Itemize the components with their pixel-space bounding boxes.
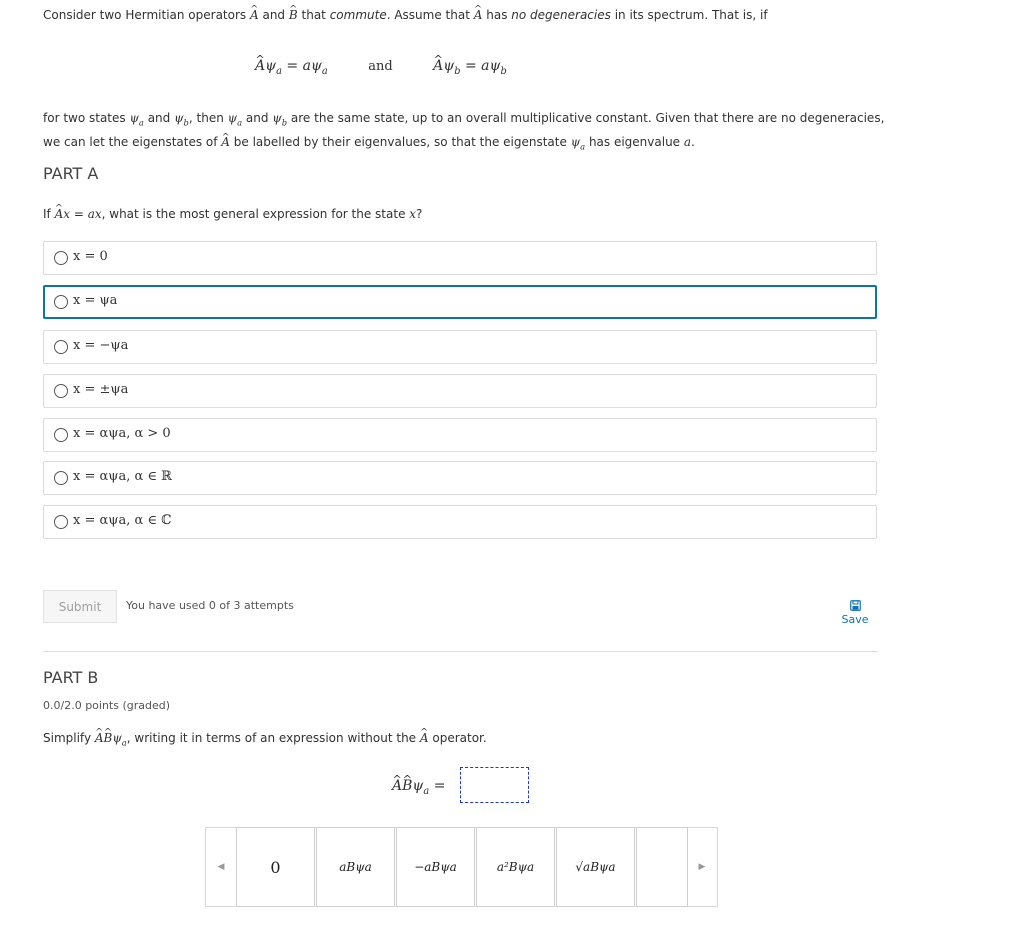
attempts-text: You have used 0 of 3 attempts	[126, 599, 294, 612]
radio-button[interactable]	[54, 384, 68, 398]
radio-button[interactable]	[54, 471, 68, 485]
degeneracy-paragraph: for two states $\psi_a$ and $\psi_b$, then $\psi_a$ and $\psi_b$ are the same state, up to an overall multiplicative constant. Given that there are no degeneracies, we can let the eigenstates of ^ A be labelled by their eigenvalues, so that the eigenstate $\psi_a$ has eigenvalue a.	[43, 108, 893, 157]
divider	[43, 651, 878, 652]
answer-tile[interactable]: aBψa	[316, 827, 395, 907]
choice-label: x = −ψa	[73, 338, 129, 353]
choice-option[interactable]	[43, 241, 877, 275]
submit-button[interactable]: Submit	[43, 590, 117, 623]
choice-label: x = ±ψa	[73, 382, 129, 397]
part-a-question: If ^ Ax = ax, what is the most general expression for the state x?	[43, 207, 422, 221]
answer-tile[interactable]: a²Bψa	[476, 827, 555, 907]
radio-button[interactable]	[54, 340, 68, 354]
part-b-question: Simplify ^ A^ $B\psi_a$, writing it in terms of an expression without the ^ A operator.	[43, 731, 487, 747]
carousel-prev-button[interactable]: ◀	[217, 862, 225, 872]
choice-label: x = 0	[73, 249, 108, 264]
choice-option[interactable]	[43, 461, 877, 495]
choice-option[interactable]	[43, 285, 877, 319]
part-b-points: 0.0/2.0 points (graded)	[43, 699, 171, 712]
radio-button[interactable]	[54, 428, 68, 442]
answer-tile[interactable]: 0	[236, 827, 315, 907]
radio-button[interactable]	[54, 295, 68, 309]
choice-option[interactable]	[43, 418, 877, 452]
intro-text: Consider two Hermitian operators ^ A and ^ B that commute. Assume that ^ A has no degeneracies in its spectrum. That is, if	[43, 8, 893, 22]
eigen-equation: ^ $A\psi_a = a\psi_a$ and ^ $A\psi_b = a\psi_b$	[255, 58, 507, 77]
radio-button[interactable]	[54, 251, 68, 265]
answer-tile[interactable]: −aBψa	[396, 827, 475, 907]
choice-label: x = αψa, α > 0	[73, 426, 171, 441]
answer-equation: ^ A^ $B\psi_a$ =	[392, 778, 445, 797]
choice-option[interactable]	[43, 330, 877, 364]
answer-tile-carousel	[205, 827, 718, 907]
answer-tile[interactable]: √aBψa	[556, 827, 635, 907]
answer-drop-target[interactable]	[460, 767, 529, 803]
save-label: Save	[841, 613, 869, 626]
choice-label: x = αψa, α ∈ ℂ	[73, 513, 172, 528]
choice-option[interactable]	[43, 374, 877, 408]
choice-label: x = ψa	[73, 293, 118, 308]
answer-tile[interactable]	[636, 827, 688, 907]
part-b-title: PART B	[43, 668, 99, 687]
part-a-title: PART A	[43, 164, 99, 183]
carousel-next-button[interactable]: ▶	[698, 862, 706, 872]
radio-button[interactable]	[54, 515, 68, 529]
choice-option[interactable]	[43, 505, 877, 539]
save-icon	[850, 600, 861, 611]
choice-label: x = αψa, α ∈ ℝ	[73, 469, 172, 484]
save-button[interactable]	[838, 600, 872, 626]
